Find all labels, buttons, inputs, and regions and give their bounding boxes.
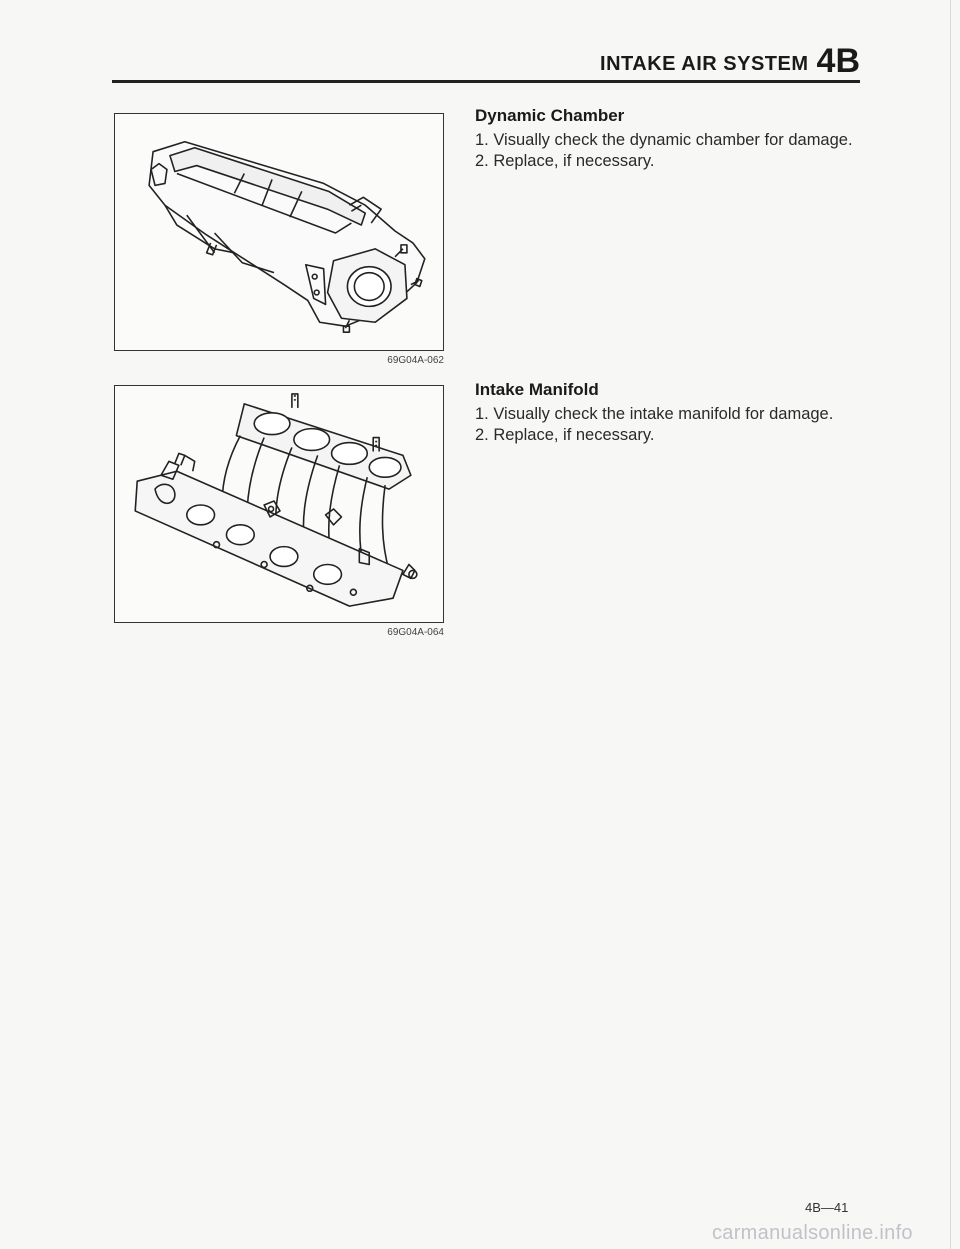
header-rule <box>112 80 860 83</box>
section-title: Intake Manifold <box>475 380 599 399</box>
step-line: 2. Replace, if necessary. <box>475 152 655 170</box>
figure-code: 69G04A-062 <box>387 355 444 366</box>
intake-manifold-illustration <box>115 386 443 622</box>
page-number: 4B—41 <box>805 1200 849 1215</box>
dynamic-chamber-figure <box>114 113 444 351</box>
page-edge-line <box>950 0 951 1249</box>
section-title: Dynamic Chamber <box>475 106 625 125</box>
step-line: 1. Visually check the intake manifold for damage. <box>475 405 834 423</box>
intake-manifold-section <box>475 380 875 446</box>
step-line: 2. Replace, if necessary. <box>475 426 655 444</box>
figure-code: 69G04A-064 <box>387 627 444 638</box>
header-title: INTAKE AIR SYSTEM <box>600 53 809 75</box>
intake-manifold-figure <box>114 385 444 623</box>
watermark-text: carmanualsonline.info <box>712 1222 913 1244</box>
page-header <box>560 42 860 78</box>
header-section-number: 4B <box>816 42 860 80</box>
dynamic-chamber-section <box>475 106 875 172</box>
step-line: 1. Visually check the dynamic chamber for damage. <box>475 131 853 149</box>
dynamic-chamber-illustration <box>115 114 443 350</box>
